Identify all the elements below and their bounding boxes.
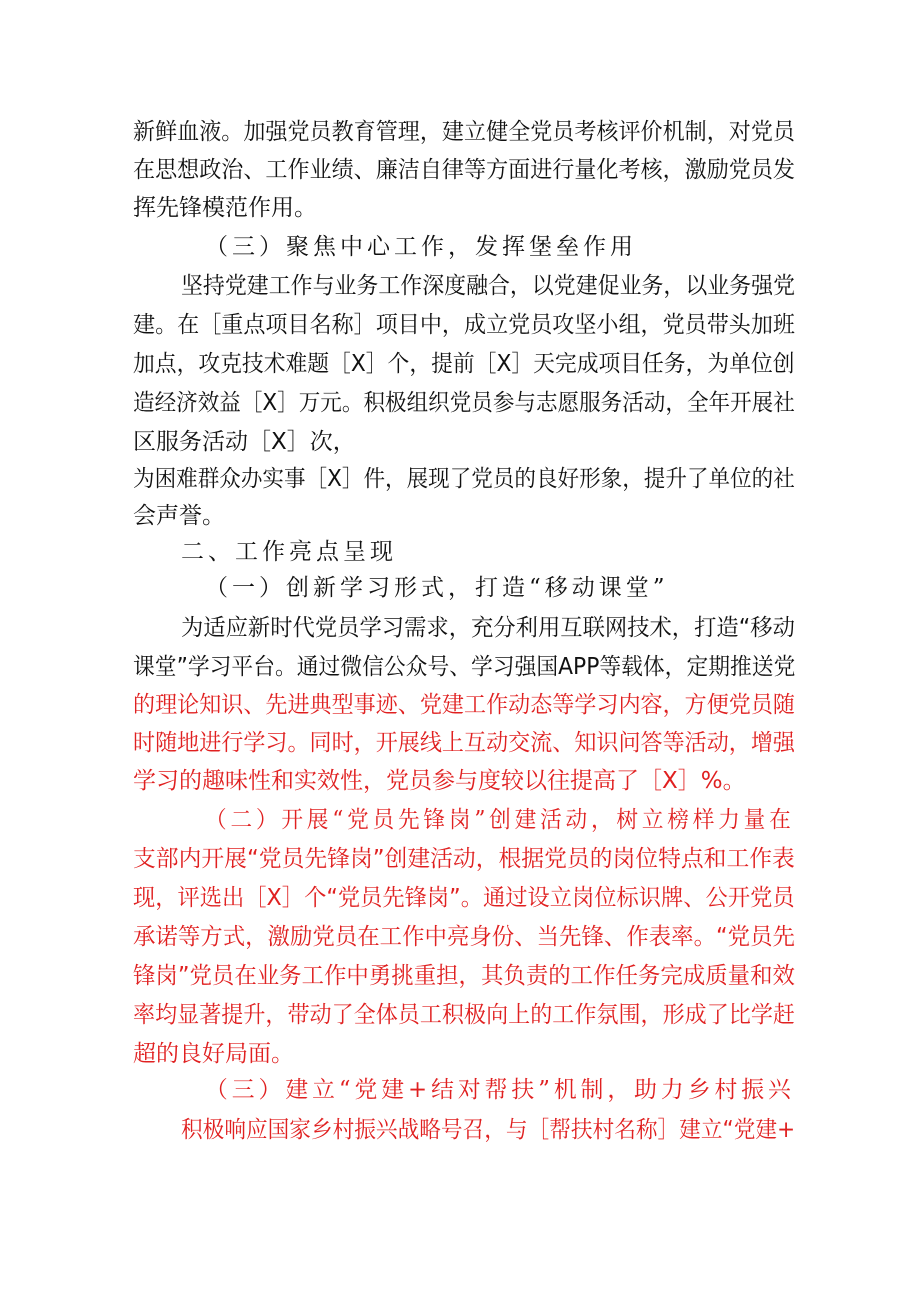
body-line-18: 承诺等方式，激励党员在工作中亮身份、当先锋、作表率。“党员先 bbox=[133, 924, 795, 950]
body-line-10: 会声誉。 bbox=[133, 503, 225, 529]
body-line-6: 加点，攻克技术难题［X］个，提前［X］天完成项目任务，为单位创 bbox=[133, 351, 795, 377]
body-line-19: 锋岗”党员在业务工作中勇挑重担，其负责的工作任务完成质量和效 bbox=[133, 963, 795, 989]
body-line-13: 的理论知识、先进典型事迹、党建工作动态等学习内容，方便党员随 bbox=[133, 692, 795, 718]
body-line-3: 挥先锋模范作用。 bbox=[133, 195, 317, 221]
body-line-7: 造经济效益［X］万元。积极组织党员参与志愿服务活动，全年开展社 bbox=[133, 390, 795, 416]
body-line-15: 学习的趣味性和实效性，党员参与度较以往提高了［X］%。 bbox=[133, 768, 746, 794]
body-line-12: 课堂”学习平台。通过微信公众号、学习强国APP等载体，定期推送党 bbox=[133, 654, 796, 680]
body-line-20: 率均显著提升，带动了全体员工积极向上的工作氛围，形成了比学赶 bbox=[133, 1002, 795, 1028]
body-line-5: 建。在［重点项目名称］项目中，成立党员攻坚小组，党员带头加班 bbox=[133, 312, 795, 338]
body-line-2: 在思想政治、工作业绩、廉洁自律等方面进行量化考核，激励党员发 bbox=[133, 157, 795, 183]
body-line-16: 支部内开展“党员先锋岗”创建活动，根据党员的岗位特点和工作表 bbox=[133, 846, 795, 872]
section-heading-3b: （三）建立“党建+结对帮扶”机制，助力乡村振兴 bbox=[205, 1077, 795, 1103]
body-line-22: 积极响应国家乡村振兴战略号召，与［帮扶村名称］建立“党建+ bbox=[181, 1117, 796, 1143]
section-heading-2: （二）开展“党员先锋岗”创建活动，树立榜样力量在 bbox=[205, 807, 795, 833]
body-line-4: 坚持党建工作与业务工作深度融合，以党建促业务，以业务强党 bbox=[181, 273, 795, 299]
body-line-14: 时随地进行学习。同时，开展线上互动交流、知识问答等活动，增强 bbox=[133, 730, 795, 756]
section-heading-3: （三）聚焦中心工作，发挥堡垒作用 bbox=[205, 234, 637, 260]
body-line-1: 新鲜血液。加强党员教育管理，建立健全党员考核评价机制，对党员 bbox=[133, 119, 795, 145]
body-line-8: 区服务活动［X］次， bbox=[133, 429, 356, 455]
body-line-11: 为适应新时代党员学习需求，充分利用互联网技术，打造“移动 bbox=[181, 615, 795, 641]
chapter-heading-2: 二、工作亮点呈现 bbox=[181, 539, 397, 565]
section-heading-1: （一）创新学习形式，打造“移动课堂” bbox=[205, 575, 669, 601]
body-line-9: 为困难群众办实事［X］件，展现了党员的良好形象，提升了单位的社 bbox=[133, 466, 795, 492]
body-line-17: 现，评选出［X］个“党员先锋岗”。通过设立岗位标识牌、公开党员 bbox=[133, 885, 795, 911]
body-line-21: 超的良好局面。 bbox=[133, 1041, 294, 1067]
